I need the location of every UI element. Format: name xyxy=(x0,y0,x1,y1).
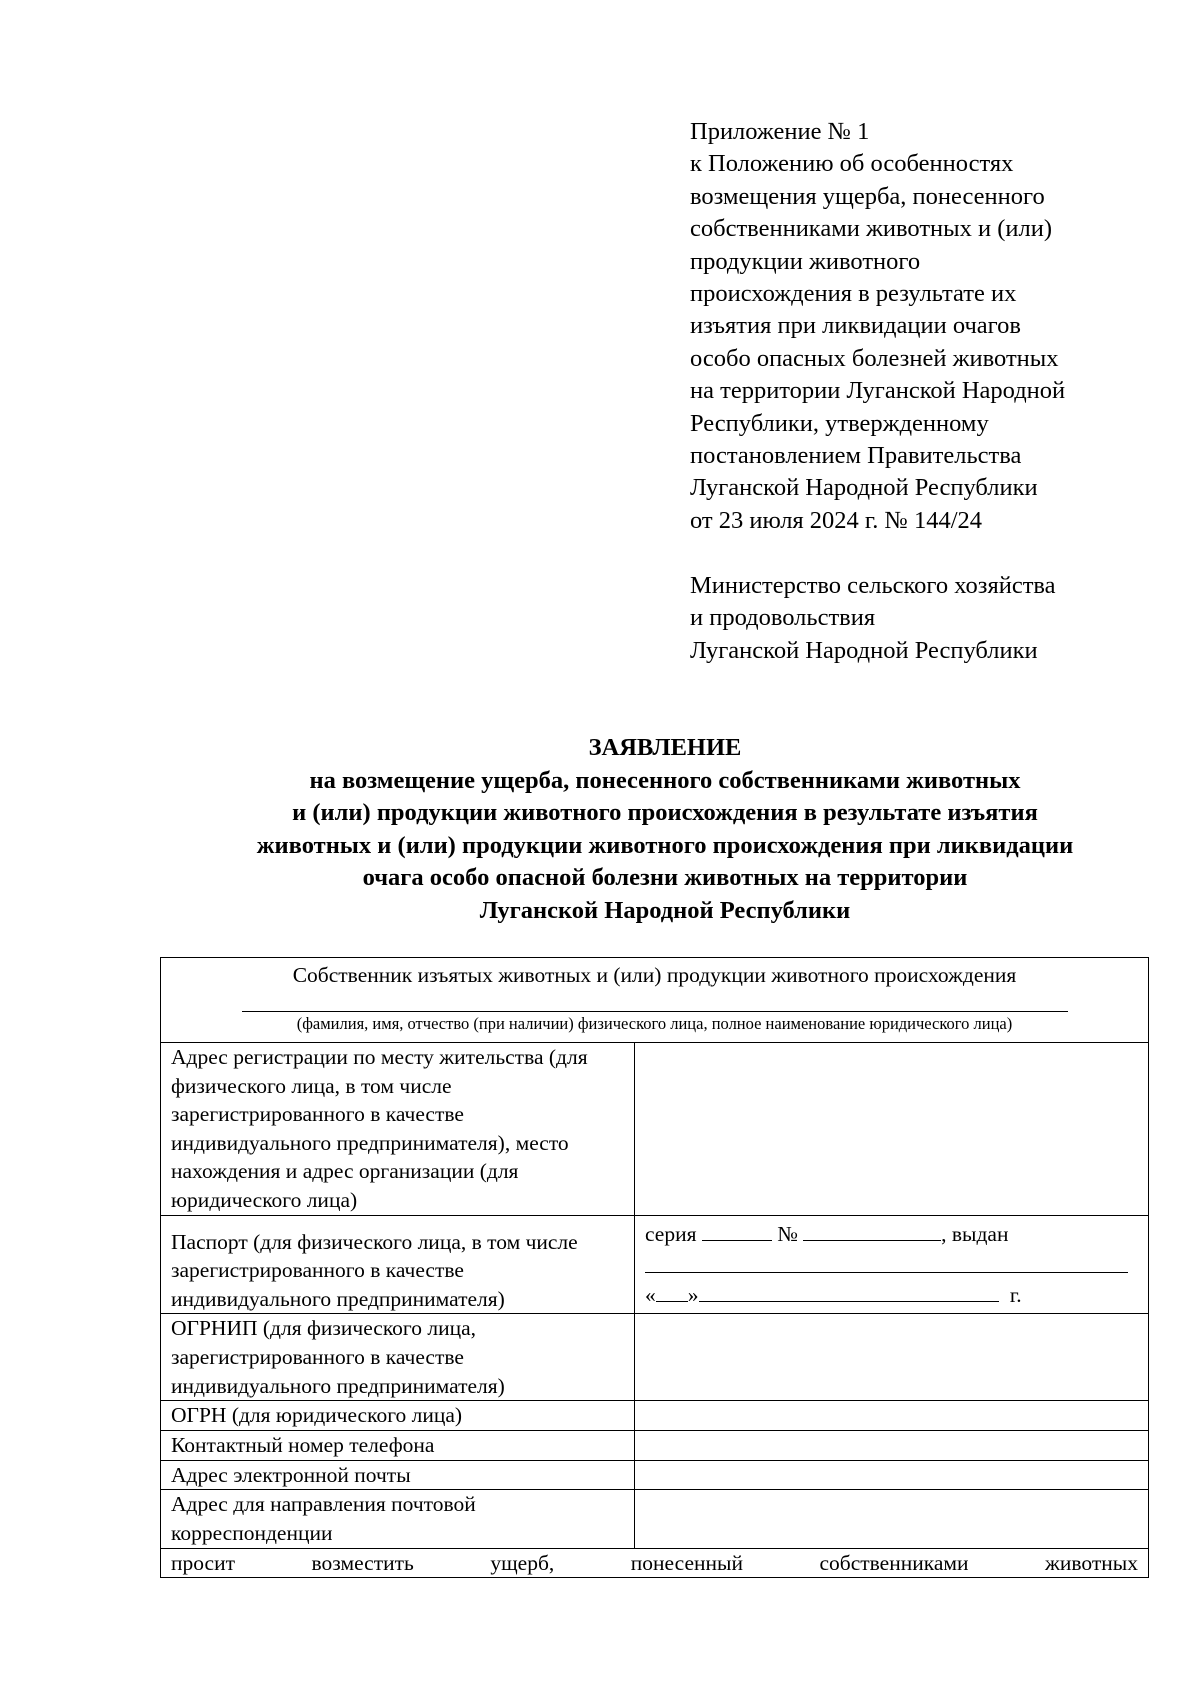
passport-year-label: г. xyxy=(1009,1282,1022,1307)
title-heading: ЗАЯВЛЕНИЕ xyxy=(588,734,742,761)
appendix-line: постановлением Правительства xyxy=(690,442,1022,470)
owner-label: Собственник изъятых животных и (или) продукции животного происхождения xyxy=(292,963,1017,987)
appendix-line: от 23 июля 2024 г. № 144/24 xyxy=(690,506,983,534)
post-address-label: Адрес для направления почтовой корреспонденции xyxy=(161,1490,635,1549)
passport-date-line xyxy=(645,1277,1138,1309)
post-address-field[interactable] xyxy=(635,1490,1149,1549)
owner-caption: (фамилия, имя, отчество (при наличии) физического лица, полное наименование юридического лица) xyxy=(296,1014,1013,1033)
owner-cell xyxy=(161,958,1149,1043)
appendix-line: возмещения ущерба, понесенного xyxy=(690,182,1045,210)
appendix-line: особо опасных болезней животных xyxy=(690,344,1059,372)
ogrnip-field[interactable] xyxy=(635,1314,1149,1401)
title-line: очага особо опасной болезни животных на территории xyxy=(362,864,968,892)
address-field[interactable] xyxy=(635,1043,1149,1216)
title-line: и (или) продукции животного происхождения в результате изъятия xyxy=(292,799,1038,827)
passport-series-line xyxy=(645,1216,1138,1248)
passport-number-blank[interactable] xyxy=(803,1218,941,1241)
ogrn-label: ОГРН (для юридического лица) xyxy=(161,1401,635,1431)
request-word: просит xyxy=(171,1551,235,1576)
owner-name-field[interactable] xyxy=(242,996,1068,1012)
request-word: возместить xyxy=(311,1551,414,1576)
document-title xyxy=(150,732,1180,928)
email-label: Адрес электронной почты xyxy=(161,1460,635,1490)
passport-series-blank[interactable] xyxy=(702,1218,772,1241)
appendix-line: продукции животного xyxy=(690,247,921,275)
phone-label: Контактный номер телефона xyxy=(161,1430,635,1460)
passport-number-label: № xyxy=(777,1221,798,1246)
request-word: собственниками xyxy=(819,1551,969,1576)
request-text xyxy=(161,1549,1149,1578)
request-word: животных xyxy=(1045,1551,1138,1576)
ogrnip-label: ОГРНИП (для физического лица, зарегистрированного в качестве индивидуального предпринимателя) xyxy=(161,1314,635,1401)
quote-close: » xyxy=(687,1282,699,1307)
addressee-line: Луганской Народной Республики xyxy=(690,636,1038,664)
request-words xyxy=(171,1549,1148,1577)
appendix-line: изъятия при ликвидации очагов xyxy=(690,312,1021,340)
application-form xyxy=(160,957,1149,1578)
appendix-note xyxy=(690,116,1160,537)
addressee xyxy=(690,570,1160,667)
passport-label: Паспорт (для физического лица, в том числе зарегистрированного в качестве индивидуального предпринимателя) xyxy=(161,1215,635,1314)
title-line: Луганской Народной Республики xyxy=(479,896,851,924)
appendix-line: собственниками животных и (или) xyxy=(690,215,1052,243)
passport-field[interactable] xyxy=(635,1215,1149,1314)
appendix-line: Приложение № 1 xyxy=(690,118,870,145)
passport-issuer-blank[interactable] xyxy=(645,1248,1128,1273)
request-word: понесенный xyxy=(630,1551,743,1576)
passport-month-blank[interactable] xyxy=(699,1279,999,1302)
request-word: ущерб, xyxy=(490,1551,555,1576)
appendix-line: к Положению об особенностях xyxy=(690,150,1014,178)
appendix-line: Республики, утвержденному xyxy=(690,409,989,437)
title-line: на возмещение ущерба, понесенного собственниками животных xyxy=(309,766,1021,794)
appendix-line: на территории Луганской Народной xyxy=(690,377,1066,405)
address-label: Адрес регистрации по месту жительства (для физического лица, в том числе зарегистрированного в качестве индивидуального предпринимателя), место нахождения и адрес организации (для юридического лица) xyxy=(161,1043,635,1216)
addressee-line: и продовольствия xyxy=(690,604,876,632)
title-line: животных и (или) продукции животного происхождения при ликвидации xyxy=(256,831,1074,859)
passport-day-blank[interactable] xyxy=(656,1279,688,1302)
quote-open: « xyxy=(645,1282,656,1307)
ogrn-field[interactable] xyxy=(635,1401,1149,1431)
appendix-line: Луганской Народной Республики xyxy=(690,474,1038,502)
phone-field[interactable] xyxy=(635,1430,1149,1460)
appendix-line: происхождения в результате их xyxy=(690,280,1017,308)
passport-series-label: серия xyxy=(645,1221,697,1246)
addressee-line: Министерство сельского хозяйства xyxy=(690,572,1056,599)
passport-issued-label: , выдан xyxy=(941,1221,1009,1246)
email-field[interactable] xyxy=(635,1460,1149,1490)
